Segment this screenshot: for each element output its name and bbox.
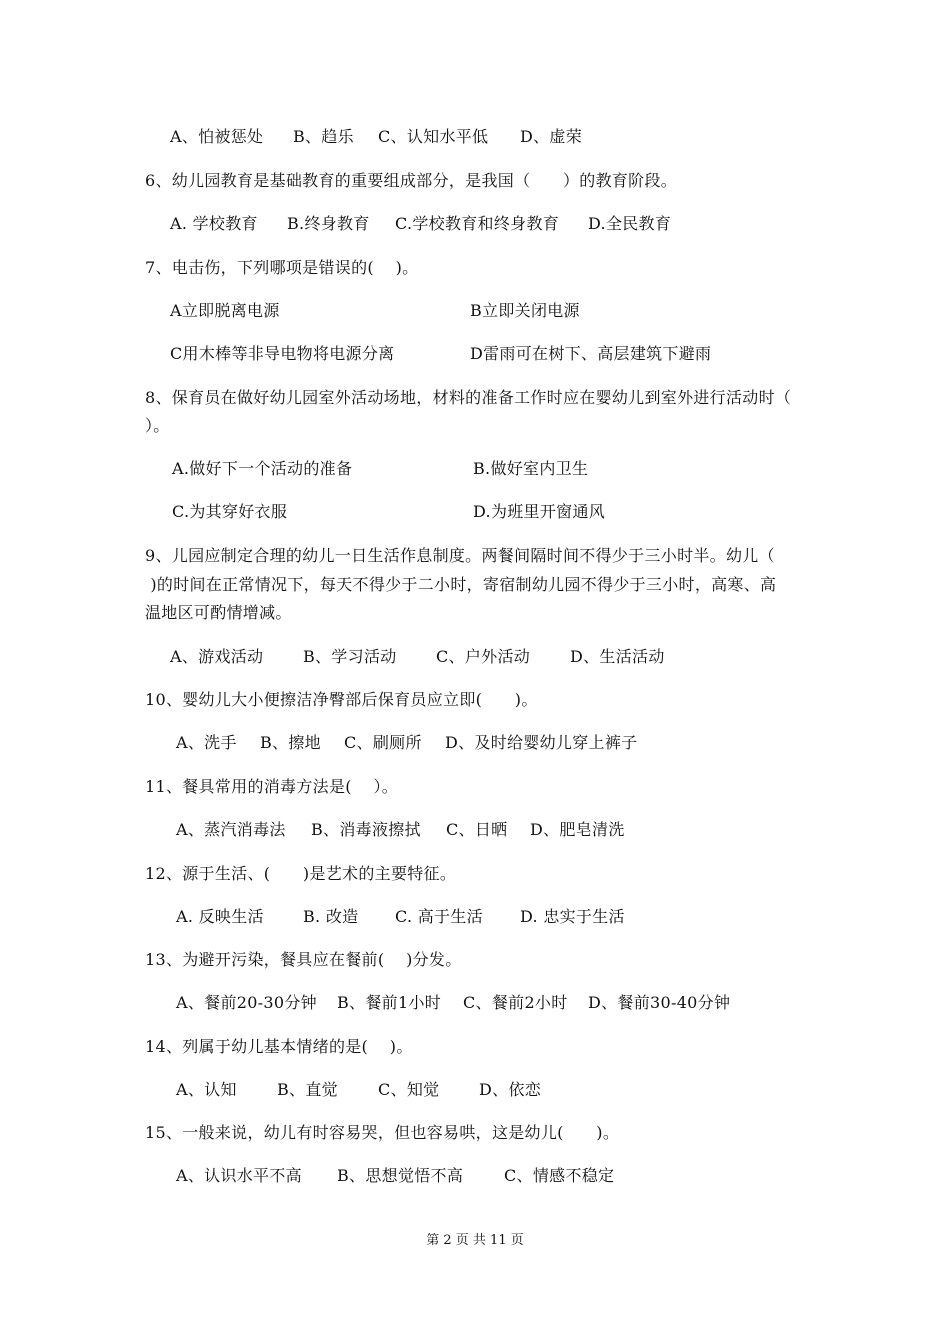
question-stem: 6、幼儿园教育是基础教育的重要组成部分，是我国（ ）的教育阶段。 (145, 171, 678, 190)
option: B、学习活动 (303, 647, 397, 666)
option: C、认知水平低 (378, 127, 489, 146)
option: B. 改造 (303, 907, 359, 926)
option: B、趋乐 (293, 127, 354, 146)
option: D、依恋 (479, 1080, 542, 1099)
option: D.全民教育 (588, 214, 672, 233)
option: C、情感不稳定 (504, 1166, 615, 1185)
option: A. 学校教育 (170, 214, 258, 233)
option: D雷雨可在树下、高层建筑下避雨 (470, 344, 712, 363)
option: A、洗手 (176, 733, 237, 752)
option: B、擦地 (260, 733, 321, 752)
option: C、日晒 (446, 820, 508, 839)
option: D. 忠实于生活 (520, 907, 625, 926)
option: C.学校教育和终身教育 (395, 214, 560, 233)
option: D、餐前30-40分钟 (588, 993, 731, 1012)
question-stem: 温地区可酌情增减。 (145, 603, 292, 622)
question-stem: 13、为避开污染，餐具应在餐前( )分发。 (145, 950, 462, 969)
option: A、蒸汽消毒法 (176, 820, 286, 839)
option: A、怕被惩处 (170, 127, 264, 146)
option: D、虚荣 (520, 127, 583, 146)
question-stem: 11、餐具常用的消毒方法是( ）。 (145, 777, 399, 796)
option: A、认知 (176, 1080, 237, 1099)
question-stem: 9、儿园应制定合理的幼儿一日生活作息制度。两餐间隔时间不得少于三小时半。幼儿（ (145, 546, 775, 565)
option: D、生活活动 (570, 647, 665, 666)
option: C、刷厕所 (344, 733, 422, 752)
question-stem: 14、列属于幼儿基本情绪的是( )。 (145, 1037, 413, 1056)
question-stem: )的时间在正常情况下，每天不得少于二小时，寄宿制幼儿园不得少于三小时，高寒、高 (145, 575, 777, 594)
option: C、户外活动 (436, 647, 531, 666)
question-stem: 10、婴幼儿大小便擦洁净臀部后保育员应立即( )。 (145, 690, 538, 709)
option: A立即脱离电源 (170, 301, 280, 320)
option: C. 高于生活 (395, 907, 483, 926)
question-stem: 7、电击伤，下列哪项是错误的( )。 (145, 258, 419, 277)
option: C、知觉 (378, 1080, 440, 1099)
option: B、消毒液擦拭 (311, 820, 421, 839)
option: D.为班里开窗通风 (473, 502, 606, 521)
option: C用木棒等非导电物将电源分离 (170, 344, 395, 363)
option: B、直觉 (277, 1080, 338, 1099)
option: D、及时给婴幼儿穿上裤子 (445, 733, 638, 752)
option: C、餐前2小时 (463, 993, 568, 1012)
option: A.做好下一个活动的准备 (172, 459, 353, 478)
option: A、游戏活动 (170, 647, 264, 666)
option: B.终身教育 (287, 214, 370, 233)
question-stem: 12、源于生活、( )是艺术的主要特征。 (145, 864, 457, 883)
option: B、餐前1小时 (337, 993, 442, 1012)
question-stem: ）。 (145, 416, 170, 435)
page-number-footer: 第 2 页 共 11 页 (426, 1233, 524, 1248)
option: D、肥皂清洗 (530, 820, 625, 839)
option: B.做好室内卫生 (473, 459, 589, 478)
option: B、思想觉悟不高 (337, 1166, 464, 1185)
option: A、餐前20-30分钟 (176, 993, 317, 1012)
option: C.为其穿好衣服 (172, 502, 288, 521)
option: B立即关闭电源 (470, 301, 580, 320)
question-stem: 8、保育员在做好幼儿园室外活动场地，材料的准备工作时应在婴幼儿到室外进行活动时（ (145, 388, 792, 407)
option: A、认识水平不高 (176, 1166, 302, 1185)
question-stem: 15、一般来说，幼儿有时容易哭，但也容易哄，这是幼儿( )。 (145, 1123, 620, 1142)
option: A. 反映生活 (176, 907, 264, 926)
